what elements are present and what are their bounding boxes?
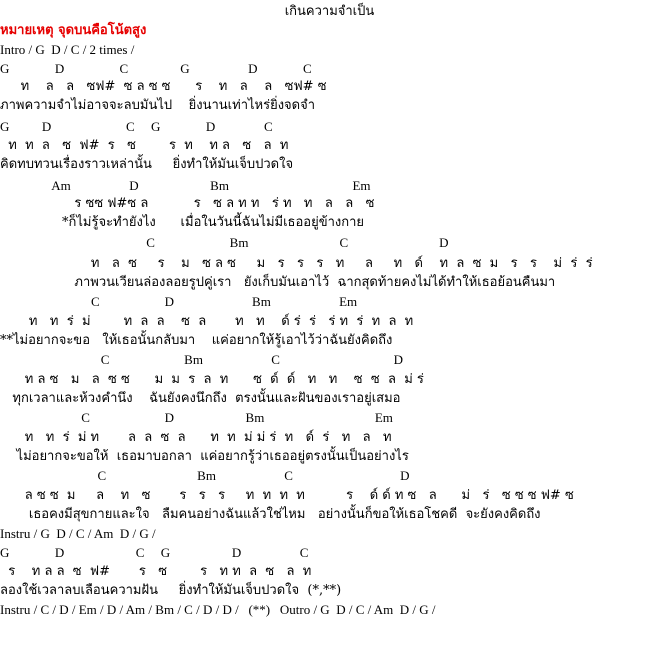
chord-line: C D Bm Em	[0, 410, 393, 425]
lyric-line: ภาพความจำไม่อาจจะลบมันไป ยิ่งนานเท่าไหร่ยิ่งจดจำ	[0, 98, 316, 113]
song-title: เกินความจำเป็น	[284, 4, 375, 19]
lyric-line: ภาพวนเวียนล่องลอยรูปคู่เรา ยังเก็บมันเอาไว้ ฉากสุดท้ายคงไม่ได้ทำให้เธอย้อนคืนมา	[0, 275, 556, 290]
lyric-line: ทุกเวลาและห้วงคำนึง ฉันยังคงนึกถึง ตรงนั้นและฝันของเราอยู่เสมอ	[0, 391, 401, 406]
chord-line: Am D Bm Em	[0, 178, 371, 193]
chord-line: C Bm C D	[0, 235, 449, 250]
solfege-line: ท ล ล ซฟ# ซ ล ซ ซ ร ท ล ล ซฟ# ซ	[0, 79, 327, 94]
chord-line: C Bm C D	[0, 468, 410, 483]
solfege-line: ท ล ซ ม ล ซ ซ ม ม ร ล ท ซ ด์ ด์ ท ท ซ ซ ล ม่ ร่	[0, 372, 424, 387]
solfege-line: ร ท ล ล ซ ฟ# ร ซ ร ท ท ล ซ ล ท	[0, 564, 312, 579]
lyric-line: เธอคงมีสุขกายและใจ ลืมคนอย่างฉันแล้วใช่ไหม อย่างนั้นก็ขอให้เธอโชคดี จะยังคงคิดถึง	[0, 507, 541, 522]
instru-line: Instru / G D / C / Am D / G /	[0, 526, 156, 541]
chord-line: G D C G D C	[0, 61, 312, 76]
chord-line: C D Bm Em	[0, 294, 358, 309]
chord-line: G D C G D C	[0, 545, 309, 560]
lyric-line: คิดทบทวนเรื่องราวเหล่านั้น ยิ่งทำให้มันเจ็บปวดใจ	[0, 157, 294, 172]
instru-outro-line: Instru / C / D / Em / D / Am / Bm / C / D / D / (**) Outro / G D / C / Am D / G /	[0, 602, 436, 617]
solfege-line: ท ท ร่ ม่ ท ล ล ซ ล ท ท ม่ ม่ ร่ ท ด์ ร่ ท ล ท	[0, 430, 392, 445]
solfege-line: ท ท ร่ ม่ ท ล ล ซ ล ท ท ด์ ร่ ร่ ร่ ท ร่ ท ล ท	[0, 314, 414, 329]
solfege-line: ท ท ล ซ ฟ# ร ซ ร ท ท ล ซ ล ท	[0, 138, 289, 153]
solfege-line: ท ล ซ ร ม ซ ล ซ ม ร ร ร ท ล ท ด์ ท ล ซ ม ร ร ม่ ร่ ร่	[0, 256, 593, 271]
lyric-line: *ก็ไม่รู้จะทำยังไง เมื่อในวันนี้ฉันไม่มีเธออยู่ข้างกาย	[0, 215, 365, 230]
intro-line: Intro / G D / C / 2 times /	[0, 42, 135, 57]
note-text: หมายเหตุ จุดบนคือโน้ตสูง	[0, 23, 147, 38]
solfege-line: ล ซ ซ ม ล ท ซ ร ร ร ท ท ท ท ร ด์ ด์ ท ซ ล ม่ ร่ ซ ซ ซ ฟ# ซ	[0, 488, 574, 503]
lyric-line: ไม่อยากจะขอให้ เธอมาบอกลา แค่อยากรู้ว่าเธออยู่ตรงนั้นเป็นอย่างไร	[0, 449, 409, 464]
lyric-line: ลองใช้เวลาลบเลือนความฝัน ยิ่งทำให้มันเจ็บปวดใจ (*,**)	[0, 583, 342, 598]
solfege-line: ร ซซ ฟ#ซ ล ร ซ ล ท ท ร่ ท ท ล ล ซ	[0, 196, 375, 211]
chord-line: G D C G D C	[0, 119, 273, 134]
chord-line: C Bm C D	[0, 352, 404, 367]
lyric-line: **ไม่อยากจะขอ ให้เธอนั้นกลับมา แค่อยากให้รู้เอาไว้ว่าฉันยังคิดถึง	[0, 333, 393, 348]
